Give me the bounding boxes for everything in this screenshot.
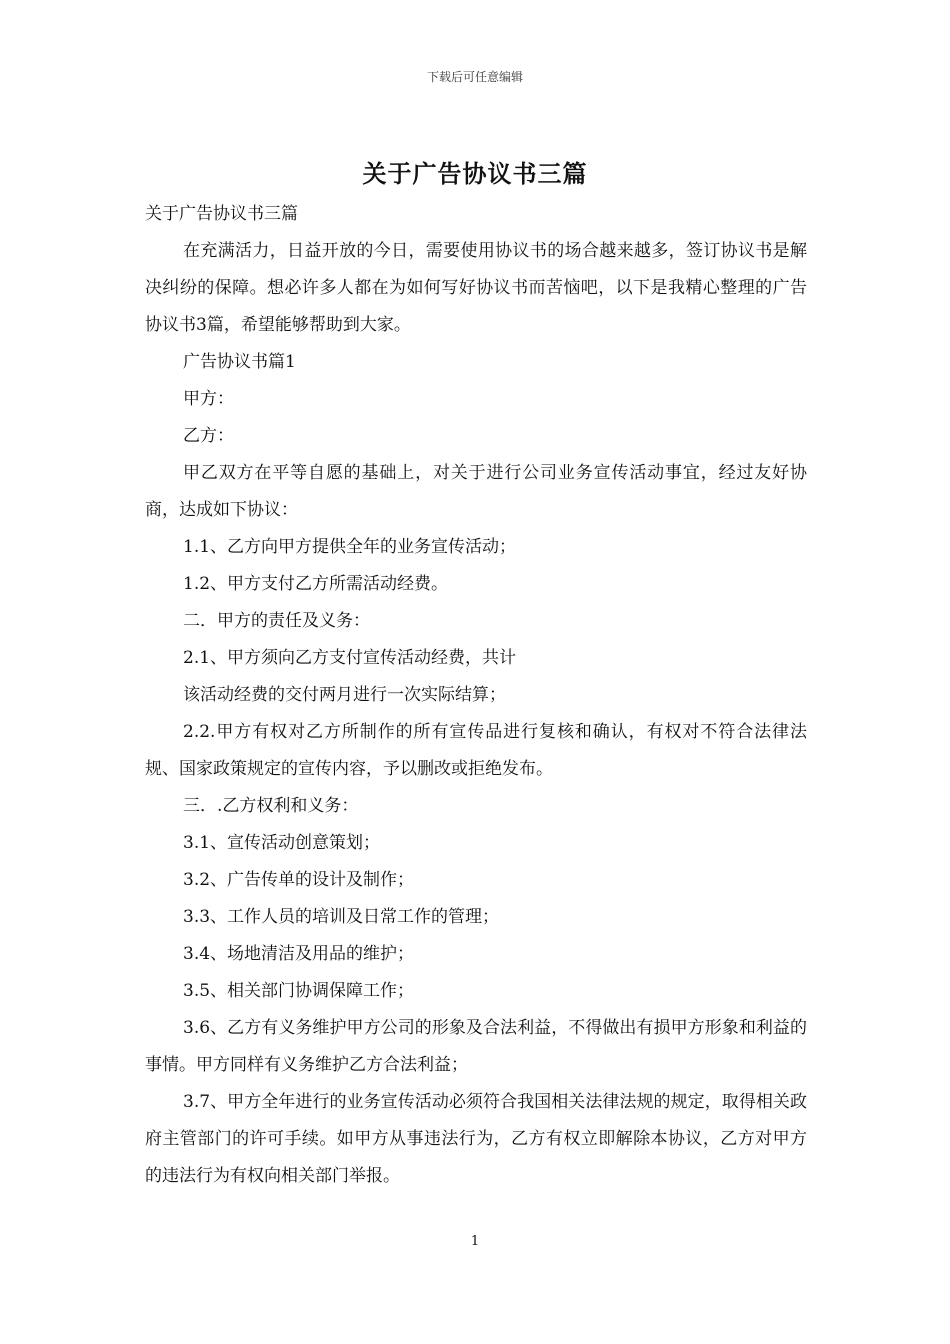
- document-body: [145, 196, 807, 1195]
- body-paragraph: 1.2、甲方支付乙方所需活动经费。: [183, 574, 449, 594]
- body-paragraph: 1.1、乙方向甲方提供全年的业务宣传活动；: [183, 537, 517, 557]
- body-paragraph: 在充满活力，日益开放的今日，需要使用协议书的场合越来越多，签订协议书是解决纠纷的保障。想必许多人都在为如何写好协议书而苦恼吧，以下是我精心整理的广告协议书3篇，希望能够帮助到大家。: [145, 241, 807, 335]
- page-number: 1: [470, 1234, 480, 1249]
- body-paragraph: 三．.乙方权利和义务：: [183, 796, 359, 816]
- body-paragraph: 该活动经费的交付两月进行一次实际结算；: [183, 685, 506, 705]
- body-paragraph: 关于广告协议书三篇: [145, 204, 298, 224]
- body-paragraph: 乙方：: [183, 426, 234, 446]
- body-paragraph: 二．甲方的责任及义务：: [183, 611, 370, 631]
- document-title: 关于广告协议书三篇: [362, 160, 588, 188]
- body-paragraph: 甲乙双方在平等自愿的基础上，对关于进行公司业务宣传活动事宜，经过友好协商，达成如下协议：: [145, 463, 807, 520]
- body-paragraph: 3.4、场地清洁及用品的维护；: [183, 944, 415, 964]
- body-paragraph: 甲方：: [183, 389, 234, 409]
- body-paragraph: 3.2、广告传单的设计及制作；: [183, 870, 415, 890]
- body-paragraph: 3.1、宣传活动创意策划；: [183, 833, 381, 853]
- body-paragraph: 3.3、工作人员的培训及日常工作的管理；: [183, 907, 500, 927]
- body-paragraph: 2.2.甲方有权对乙方所制作的所有宣传品进行复核和确认，有权对不符合法律法规、国家政策规定的宣传内容，予以删改或拒绝发布。: [145, 722, 807, 779]
- body-paragraph: 2.1、甲方须向乙方支付宣传活动经费，共计: [183, 648, 517, 668]
- page-header-note: 下载后可任意编辑: [426, 70, 523, 84]
- body-paragraph: 3.6、乙方有义务维护甲方公司的形象及合法利益，不得做出有损甲方形象和利益的事情。甲方同样有义务维护乙方合法利益；: [145, 1018, 807, 1075]
- body-paragraph: 3.7、甲方全年进行的业务宣传活动必须符合我国相关法律法规的规定，取得相关政府主管部门的许可手续。如甲方从事违法行为，乙方有权立即解除本协议，乙方对甲方的违法行为有权向相关部门举报。: [145, 1092, 807, 1186]
- body-paragraph: 广告协议书篇1: [183, 352, 296, 372]
- body-paragraph: 3.5、相关部门协调保障工作；: [183, 981, 415, 1001]
